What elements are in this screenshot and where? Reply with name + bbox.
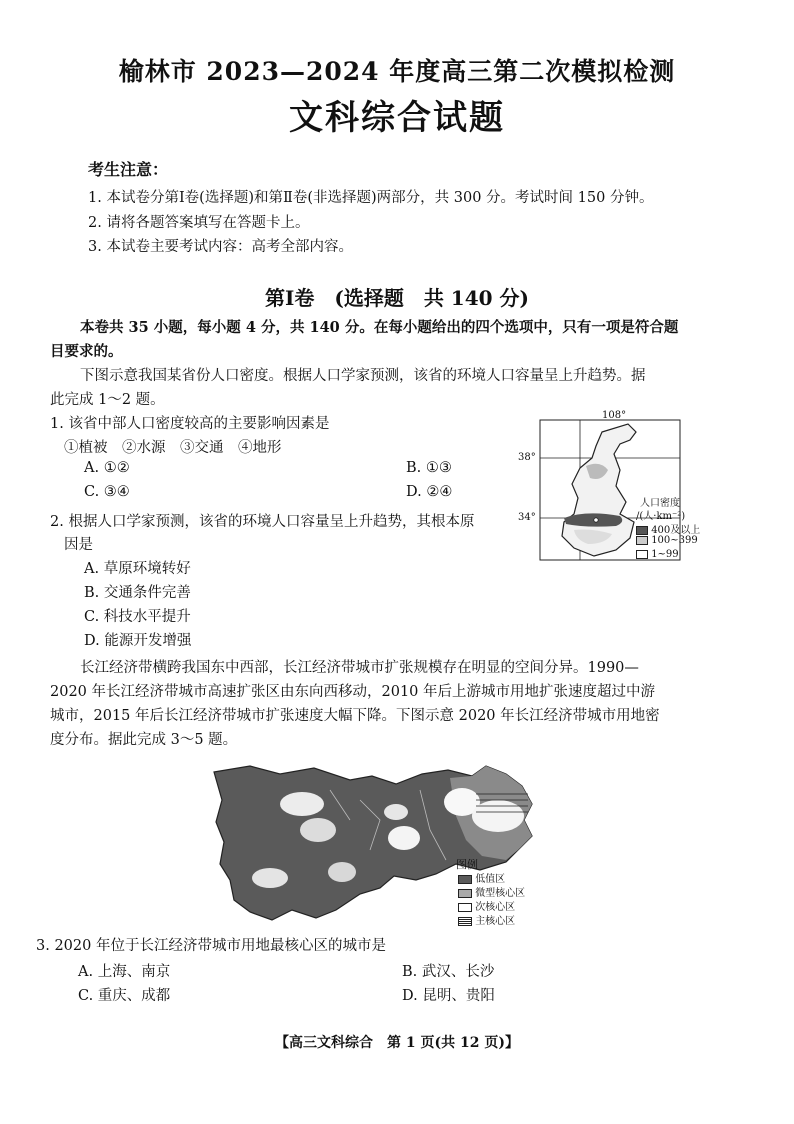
notice-item: 2. 请将各题答案填写在答题卡上。 bbox=[88, 215, 310, 231]
legend-label: 主核心区 bbox=[475, 916, 516, 927]
legend-label: 低值区 bbox=[475, 874, 506, 885]
map1-legend-item bbox=[636, 521, 700, 536]
map1-legend-item bbox=[636, 535, 698, 546]
q2-option-b: B. 交通条件完善 bbox=[84, 585, 191, 601]
q2-option-c: C. 科技水平提升 bbox=[84, 609, 191, 625]
group1-intro: 下图示意我国某省份人口密度。根据人口学家预测，该省的环境人口容量呈上升趋势。据 bbox=[80, 368, 646, 384]
map1-latitude-label: 34° bbox=[518, 512, 536, 523]
q2-stem: 2. 根据人口学家预测，该省的环境人口容量呈上升趋势，其根本原 bbox=[50, 514, 475, 530]
section-title: 第Ⅰ卷 (选择题 共 140 分) bbox=[265, 286, 529, 310]
q3-stem: 3. 2020 年位于长江经济带城市用地最核心区的城市是 bbox=[36, 938, 386, 954]
group2-intro: 2020 年长江经济带城市高速扩张区由东向西移动，2010 年后上游城市用地扩张速度超过中游 bbox=[50, 684, 656, 700]
map1-longitude-label: 108° bbox=[602, 410, 627, 421]
legend-swatch-low bbox=[636, 550, 648, 559]
q1-option-a: A. ①② bbox=[84, 460, 130, 476]
legend-swatch-sub-core bbox=[458, 903, 472, 912]
legend-swatch-mid bbox=[636, 536, 648, 545]
section-instruction: 目要求的。 bbox=[50, 343, 123, 360]
notice-item: 3. 本试卷主要考试内容：高考全部内容。 bbox=[88, 239, 353, 255]
group1-intro: 此完成 1～2 题。 bbox=[50, 392, 165, 408]
q2-option-a: A. 草原环境转好 bbox=[84, 561, 191, 577]
notice-heading: 考生注意： bbox=[88, 160, 169, 179]
legend-label: 微型核心区 bbox=[475, 888, 526, 899]
map1-legend-item bbox=[636, 549, 679, 560]
legend-label: 400及以上 bbox=[651, 525, 701, 536]
map2-legend-item bbox=[458, 898, 515, 913]
legend-label: 100~399 bbox=[651, 535, 698, 546]
notice-item: 1. 本试卷分第Ⅰ卷(选择题)和第Ⅱ卷(非选择题)两部分，共 300 分。考试时间 150 分钟。 bbox=[88, 190, 654, 206]
exam-title: 榆林市 2023—2024 年度高三第二次模拟检测 bbox=[118, 57, 676, 86]
group2-intro: 长江经济带横跨我国东中西部，长江经济带城市扩张规模存在明显的空间分异。1990— bbox=[80, 660, 639, 676]
map2-legend-item bbox=[458, 870, 505, 885]
legend-swatch-high bbox=[636, 526, 648, 535]
q1-stem: 1. 该省中部人口密度较高的主要影响因素是 bbox=[50, 416, 330, 432]
map1-legend-title: /(人·km⁻²) bbox=[636, 511, 686, 522]
q1-option-d: D. ②④ bbox=[406, 484, 453, 500]
section-instruction: 本卷共 35 小题，每小题 4 分，共 140 分。在每小题给出的四个选项中，只有一项是符合题 bbox=[80, 319, 679, 336]
page-footer: 【高三文科综合 第 1 页(共 12 页)】 bbox=[275, 1035, 519, 1051]
group2-intro: 度分布。据此完成 3～5 题。 bbox=[50, 732, 238, 748]
q3-option-a: A. 上海、南京 bbox=[78, 964, 171, 980]
group2-intro: 城市，2015 年后长江经济带城市扩张速度大幅下降。下图示意 2020 年长江经济带城市用地密 bbox=[50, 708, 660, 724]
urban-land-density-map bbox=[210, 760, 550, 930]
q2-option-d: D. 能源开发增强 bbox=[84, 633, 192, 649]
population-density-map bbox=[516, 410, 706, 570]
legend-swatch-low-value bbox=[458, 875, 472, 884]
legend-swatch-micro-core bbox=[458, 889, 472, 898]
map1-legend-title: 人口密度 bbox=[640, 498, 680, 509]
q1-option-b: B. ①③ bbox=[406, 460, 452, 476]
exam-subtitle: 文科综合试题 bbox=[289, 98, 505, 138]
q1-factors: ①植被 ②水源 ③交通 ④地形 bbox=[64, 440, 282, 456]
q2-stem: 因是 bbox=[64, 537, 93, 553]
population-density-map-graphic bbox=[516, 410, 706, 570]
map2-legend-item bbox=[458, 912, 515, 927]
q3-option-d: D. 昆明、贵阳 bbox=[402, 988, 495, 1004]
legend-label: 次核心区 bbox=[475, 902, 516, 913]
q3-option-c: C. 重庆、成都 bbox=[78, 988, 171, 1004]
legend-swatch-main-core bbox=[458, 917, 472, 926]
map2-legend-title: 图例 bbox=[456, 858, 478, 871]
map1-latitude-label: 38° bbox=[518, 452, 536, 463]
q3-option-b: B. 武汉、长沙 bbox=[402, 964, 495, 980]
legend-label: 1~99 bbox=[651, 549, 679, 560]
map2-legend-item bbox=[458, 884, 525, 899]
q1-option-c: C. ③④ bbox=[84, 484, 130, 500]
